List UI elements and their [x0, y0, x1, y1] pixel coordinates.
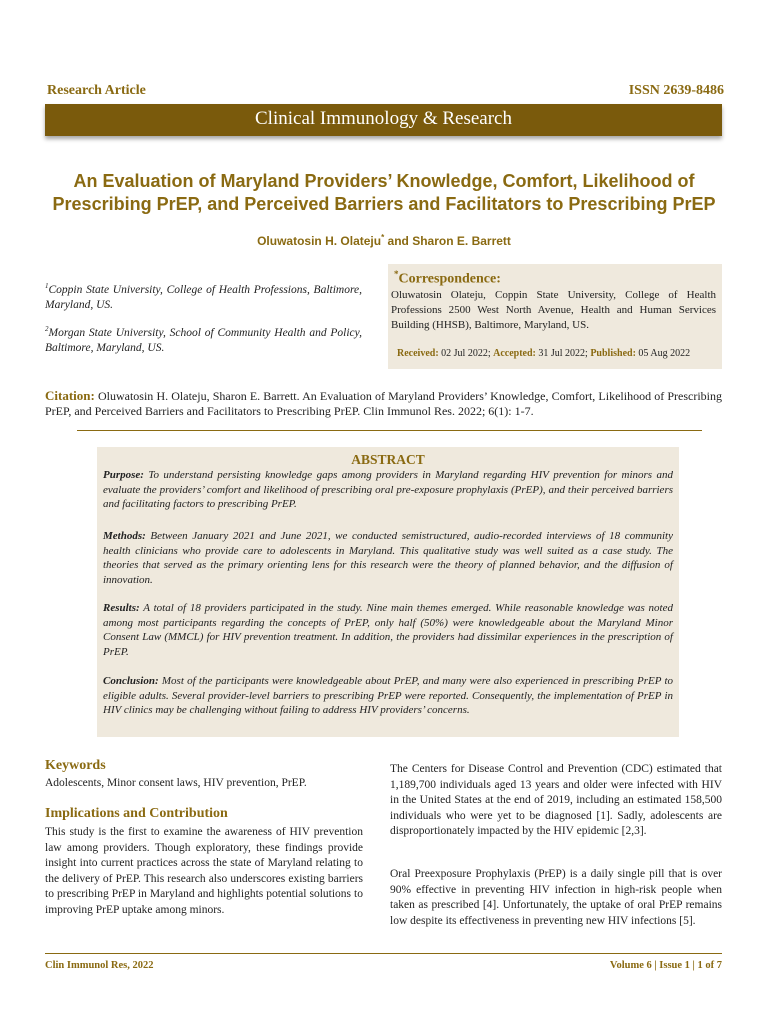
- journal-banner: [45, 104, 722, 136]
- affiliation-2: [45, 322, 362, 356]
- corresponding-marker: *: [381, 233, 385, 242]
- results-text: A total of 18 providers participated in the study. Nine main themes emerged. While reasonable knowledge was noted among most participants regarding the concepts of PrEP, only half (50%) were knowledgeable about the Maryland Minor Consent Law (MMCL) for HIV prevention treatment. In addition, the providers had dissimilar experiences in the prescription of PrEP.: [103, 602, 673, 658]
- paper-title-line-2: Prescribing PrEP, and Perceived Barriers and Facilitators to Prescribing PrEP: [52, 194, 716, 214]
- citation: [45, 388, 722, 419]
- accepted-label: Accepted:: [493, 348, 536, 359]
- methods-text: Between January 2021 and June 2021, we conducted semistructured, audio-recorded interviews of 18 community health clinicians who provide care to adolescents in Maryland. This qualitative study was well suited as a case study. The theories that served as the primary orienting lens for this research were the theory of planned behavior, and the diffusion of innovation.: [103, 530, 673, 586]
- results-label: Results:: [103, 602, 140, 614]
- citation-text: Oluwatosin H. Olateju, Sharon E. Barrett. An Evaluation of Maryland Providers’ Knowledge, Comfort, Likelihood of Prescribing PrEP, and Perceived Barriers and Facilitators to Prescribing PrEP. Clin Immunol Res. 2022; 6(1): 1-7.: [45, 389, 722, 418]
- correspondence-box: [388, 264, 722, 369]
- correspondence-heading: [394, 269, 501, 288]
- conclusion-text: Most of the participants were knowledgeable about PrEP, and many were also experienced in prescribing PrEP to eligible adults. Several provider-level barriers to prescribing PrEP were reported. Consequently, the implementation of PrEP in HIV clinics may be challenging without failing to address HIV providers’ concerns.: [103, 675, 673, 716]
- divider: [77, 430, 702, 431]
- journal-title: Clinical Immunology & Research: [255, 108, 512, 129]
- conclusion-label: Conclusion:: [103, 675, 159, 687]
- abstract-heading: ABSTRACT: [351, 452, 425, 467]
- paper-title-line-1: An Evaluation of Maryland Providers’ Knowledge, Comfort, Likelihood of: [73, 171, 695, 191]
- received-label: Received:: [397, 348, 439, 359]
- footer-divider: [45, 953, 722, 954]
- affiliation-2-text: Morgan State University, School of Community Health and Policy, Baltimore, Maryland, US.: [45, 326, 362, 354]
- citation-label: Citation:: [45, 388, 95, 403]
- author-1: Oluwatosin H. Olateju: [257, 234, 382, 248]
- affiliation-1-number: 1: [45, 282, 49, 290]
- abstract-conclusion: [103, 674, 673, 718]
- article-type-label: Research Article: [47, 83, 146, 98]
- received-date: 02 Jul 2022;: [438, 348, 494, 359]
- issn-label: ISSN 2639-8486: [628, 83, 724, 98]
- correspondence-address: Oluwatosin Olateju, Coppin State University, College of Health Professions 2500 West North Avenue, Health and Human Services Building (HHSB), Baltimore, Maryland, US.: [391, 289, 716, 331]
- affiliation-1-text: Coppin State University, College of Health Professions, Baltimore, Maryland, US.: [45, 283, 362, 311]
- intro-paragraph-2: Oral Preexposure Prophylaxis (PrEP) is a daily single pill that is over 90% effective in preventing HIV infection in high-risk people when taken as prescribed [4]. Unfortunately, the uptake of oral PrEP remains low despite its effectiveness in preventing new HIV infections [5].: [390, 868, 722, 927]
- accepted-date: 31 Jul 2022;: [535, 348, 591, 359]
- author-2: and Sharon E. Barrett: [384, 234, 511, 248]
- footer-page-info: Volume 6 | Issue 1 | 1 of 7: [609, 960, 722, 971]
- affiliation-2-number: 2: [45, 325, 49, 333]
- author-list: [0, 233, 768, 248]
- published-label: Published:: [590, 348, 636, 359]
- purpose-label: Purpose:: [103, 469, 144, 481]
- keywords-text: Adolescents, Minor consent laws, HIV prevention, PrEP.: [45, 777, 307, 789]
- abstract-methods: [103, 529, 673, 587]
- intro-paragraph-1: The Centers for Disease Control and Prevention (CDC) estimated that 1,189,700 individuals aged 13 years and older were infected with HIV in the United States at the end of 2019, including an estimated 158,500 individuals who were yet to be diagnosed [1]. Sadly, adolescents are disproportionately impacted by the HIV epidemic [2,3].: [390, 763, 722, 837]
- methods-label: Methods:: [103, 530, 146, 542]
- publication-dates: [397, 348, 690, 359]
- implications-heading: Implications and Contribution: [45, 806, 228, 821]
- implications-text: This study is the first to examine the awareness of HIV prevention law among providers. Though exploratory, these findings provide insight into current practices across the state of Maryland relating to the delivery of PrEP. This research also underscores existing barriers to prescribing PrEP in Maryland and highlights potential solutions to improving PrEP uptake among minors.: [45, 826, 363, 916]
- correspondence-marker: *: [394, 269, 399, 279]
- purpose-text: To understand persisting knowledge gaps among providers in Maryland regarding HIV prevention for minors and evaluate the providers’ comfort and likelihood of prescribing oral pre-exposure prophylaxis (PrEP), and their perceived barriers and facilitating factors to prescribing PrEP.: [103, 469, 673, 510]
- affiliation-1: [45, 279, 362, 313]
- keywords-heading: Keywords: [45, 758, 106, 773]
- footer-journal: Clin Immunol Res, 2022: [45, 960, 154, 971]
- abstract-box: [97, 447, 679, 737]
- abstract-purpose: [103, 468, 673, 512]
- abstract-results: [103, 601, 673, 659]
- published-date: 05 Aug 2022: [635, 348, 691, 359]
- paper-title: [40, 170, 728, 216]
- correspondence-heading-text: Correspondence:: [398, 271, 501, 287]
